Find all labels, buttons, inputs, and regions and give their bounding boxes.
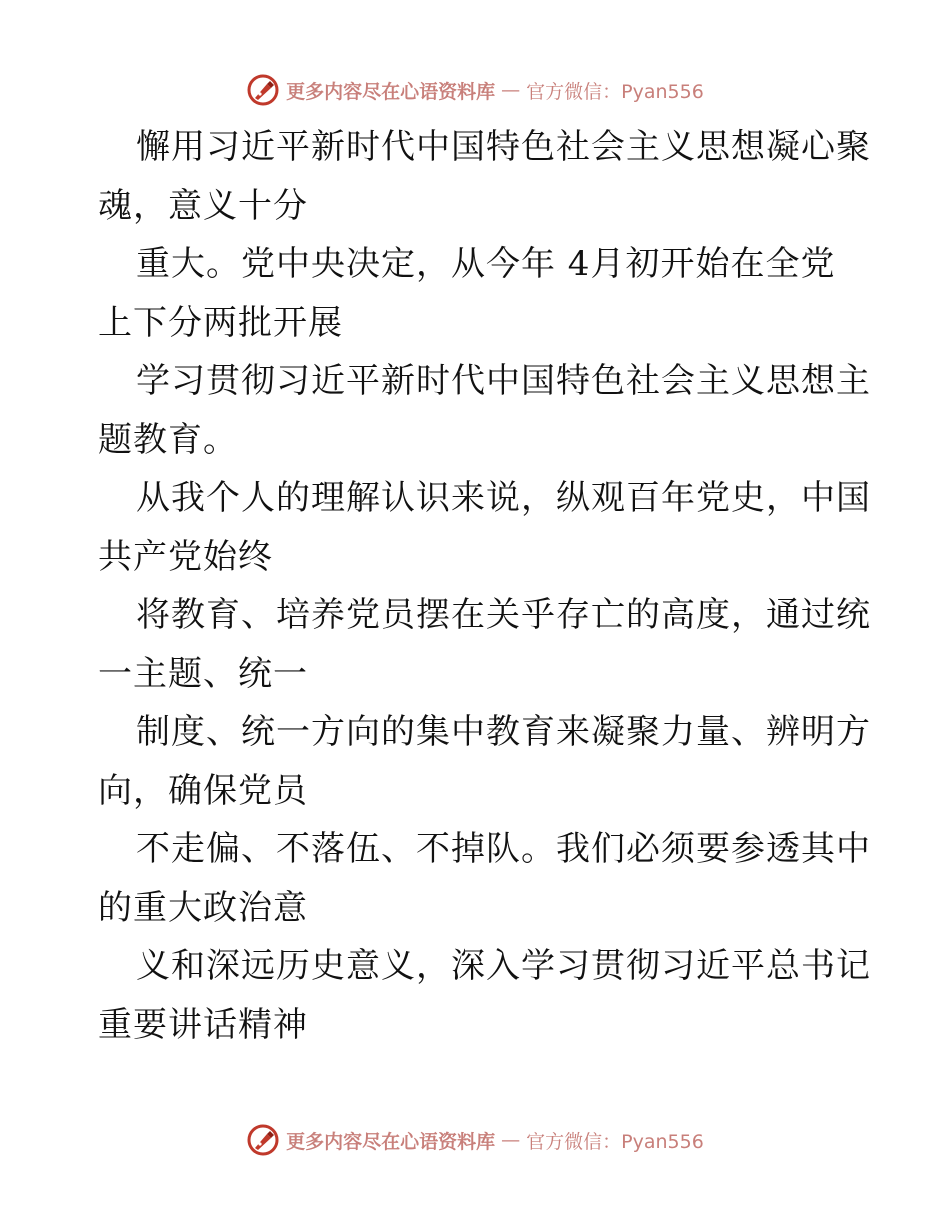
text-line: 共产党始终	[98, 536, 273, 577]
text-line: 上下分两批开展	[98, 302, 343, 343]
text-line: 将教育、培养党员摆在关乎存亡的高度，通过统	[136, 595, 871, 635]
text-line: 重大。党中央决定，从今年 4月初开始在全党	[136, 244, 836, 284]
pen-nib-logo-icon	[246, 1123, 280, 1157]
footer-watermark	[0, 1120, 950, 1160]
text-line: 题教育。	[98, 419, 238, 460]
text-line: 从我个人的理解认识来说，纵观百年党史，中国	[136, 478, 871, 518]
text-line: 一主题、统一	[98, 653, 308, 694]
text-line: 魂，意义十分	[98, 185, 308, 226]
text-line: 制度、统一方向的集中教育来凝聚力量、辨明方	[136, 712, 871, 752]
watermark-dash: —	[501, 1129, 521, 1151]
watermark-brand-text: 更多内容尽在心语资料库	[286, 80, 496, 103]
text-line: 义和深远历史意义，深入学习贯彻习近平总书记	[136, 946, 871, 986]
text-line: 的重大政治意	[98, 887, 308, 928]
text-line: 学习贯彻习近平新时代中国特色社会主义思想主	[136, 361, 871, 401]
text-line: 不走偏、不落伍、不掉队。我们必须要参透其中	[136, 829, 871, 869]
document-body	[98, 118, 871, 1054]
text-line: 重要讲话精神	[98, 1004, 308, 1045]
watermark-dash: —	[501, 79, 521, 101]
pen-nib-logo-icon	[246, 73, 280, 107]
watermark-brand-text: 更多内容尽在心语资料库	[286, 1130, 496, 1153]
watermark-wechat-text: 官方微信：Pyan556	[526, 1130, 704, 1153]
header-watermark	[0, 70, 950, 110]
text-line: 向，确保党员	[98, 770, 308, 811]
text-line: 懈用习近平新时代中国特色社会主义思想凝心聚	[136, 127, 871, 167]
watermark-wechat-text: 官方微信：Pyan556	[526, 80, 704, 103]
